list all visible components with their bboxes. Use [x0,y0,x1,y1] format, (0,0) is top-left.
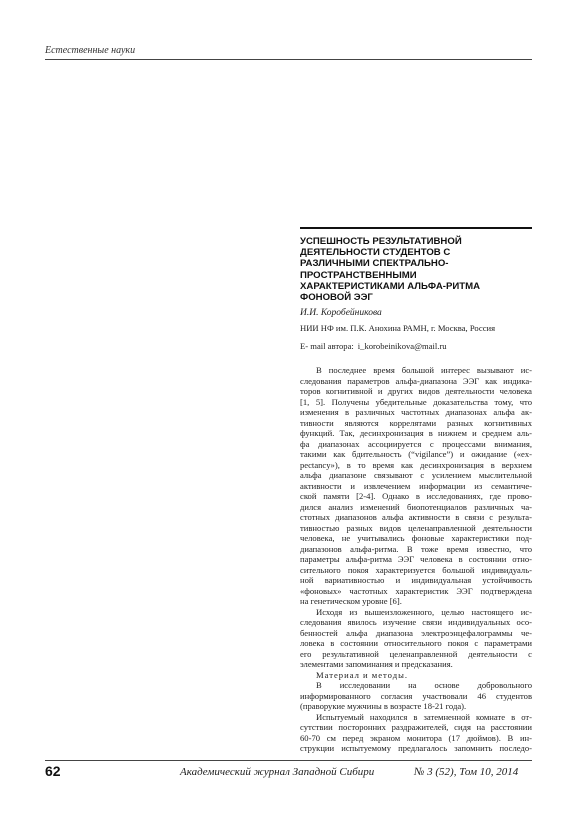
body-line: Исходя из вышеизложенного, целью настоящего ис- [316,606,532,617]
body-line: тивностью разных видов целенаправленной деятельности [300,522,532,533]
body-line: активности и извлечением информации из семантиче- [300,480,532,491]
body-line: параметры альфа-ритма ЭЭГ человека в состоянии отно- [300,554,532,564]
header-divider [45,59,532,60]
body-line: 60-70 см перед экраном монитора (17 дюймов). В ин- [300,732,532,743]
body-line: элементами запоминания и предсказания. [300,659,453,669]
body-line: ловека в состоянии относительного покоя с параметрами [300,638,532,648]
title-line: ФОНОВОЙ ЭЭГ [300,292,373,304]
body-line: тивности являются коррелятами разных когнитивных [300,417,532,428]
body-line: В последнее время большой интерес вызывают ис- [316,365,532,375]
body-line: сутствии посторонних раздражителей, сидя на расстоянии [300,722,532,732]
article-title [300,236,532,303]
body-line: фа диапазонах ассоциируется с процессами внимания, [300,438,532,449]
body-line: ной вариативностью и индивидуальная устойчивость [300,575,532,585]
title-divider [300,227,532,229]
body-line: альфа диапазоне связывают с усилением мыслительной [300,470,532,480]
footer-divider [45,760,532,761]
body-line: сительного покоя характеризуется большой индивидуаль- [300,564,532,575]
author-affiliation: НИИ НФ им. П.К. Анохина РАМН, г. Москва, Россия [300,323,496,333]
page-number: 62 [45,763,61,779]
title-line: ПРОСТРАНСТВЕННЫМИ [300,269,417,281]
article-body [300,365,532,754]
journal-name: Академический журнал Западной Сибири [180,766,375,778]
body-line: Испытуемый находился в затемненной комнате в от- [316,711,532,722]
body-line: (праворукие мужчины в возрасте 18-21 года). [300,701,467,711]
email-address: i_korobeinikova@mail.ru [357,341,447,351]
body-line: на генетическом уровне [6]. [300,596,402,606]
body-line: дился анализ изменений биопотенциалов различных ча- [300,501,532,512]
body-line: следования явилось изучение связи индивидуальных осо- [300,617,532,627]
body-line: В исследовании на основе добровольного [316,680,532,690]
email-label: E- mail автора: [300,341,354,351]
body-line: ской памяти [2-4]. Однако в исследованиях, где прово- [300,491,532,501]
body-line: струкции испытуемому предлагалось запомнить последо- [300,743,532,753]
title-line: РАЗЛИЧНЫМИ СПЕКТРАЛЬНО- [300,258,449,270]
body-line: человека, не учитывались фоновые характеристики под- [300,533,532,543]
body-line: следования параметров альфа-диапазона ЭЭГ как индика- [300,375,532,386]
section-header: Естественные науки [45,45,136,56]
body-line: такими как бдительность (“vigilance”) и ожидание («ex- [300,449,532,459]
body-line: изменения в различных частотных диапазонах альфа ак- [300,407,532,417]
body-line: его результативной целенаправленной деятельности с [300,648,532,659]
title-line: УСПЕШНОСТЬ РЕЗУЛЬТАТИВНОЙ [300,236,462,247]
issue-info: № 3 (52), Том 10, 2014 [414,766,519,778]
body-line: функций. Так, десинхронизация в нижнем и среднем аль- [300,428,532,438]
title-line: ДЕЯТЕЛЬНОСТИ СТУДЕНТОВ С [300,247,451,259]
author-name: И.И. Коробейникова [300,308,382,318]
body-line: информированного согласия участвовали 46 студентов [300,690,532,701]
body-line: [1, 5]. Получены убедительные доказательства тому, что [300,396,532,407]
title-line: ХАРАКТЕРИСТИКАМИ АЛЬФА-РИТМА [300,280,481,292]
body-line: стотных диапазонов альфа активности в связи с результа- [300,512,532,522]
body-line: диапазонов альфа-ритма. В тоже время известно, что [300,543,532,554]
body-line: pectancy»), в то время как десинхронизация в верхнем [300,459,532,470]
section-heading-methods: Материал и методы. [316,669,409,680]
author-email-line [300,341,447,351]
body-line: торов когнитивной и других видов деятельности человека [300,386,532,396]
body-line: бенностей альфа диапазона электроэнцефалограммы че- [300,627,532,638]
body-line: «фоновых» частотных характеристик ЭЭГ подтверждена [300,585,532,596]
